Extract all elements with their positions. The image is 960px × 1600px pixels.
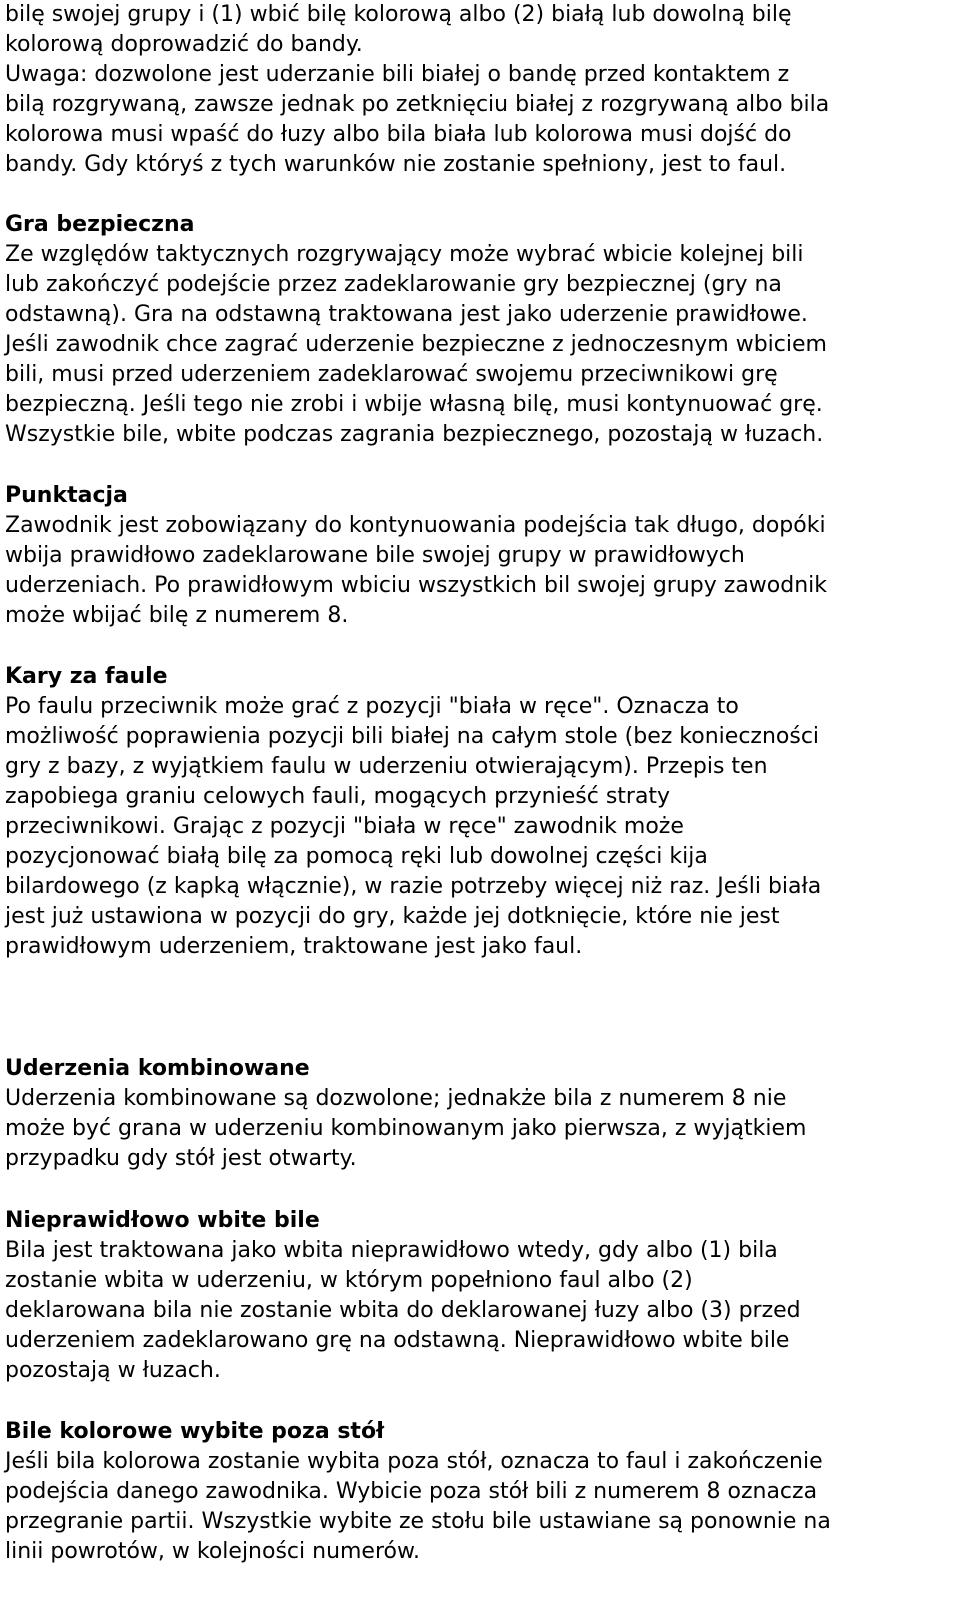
- text-line: kolorowa musi wpaść do łuzy albo bila biała lub kolorowa musi dojść do: [5, 122, 792, 147]
- section-heading: Uderzenia kombinowane: [5, 1056, 310, 1081]
- text-line: podejścia danego zawodnika. Wybicie poza stół bili z numerem 8 oznacza: [5, 1479, 818, 1504]
- text-line: Po faulu przeciwnik może grać z pozycji "biała w ręce". Oznacza to: [5, 694, 739, 719]
- text-line: Uwaga: dozwolone jest uderzanie bili białej o bandę przed kontaktem z: [5, 62, 790, 87]
- text-line: odstawną). Gra na odstawną traktowana jest jako uderzenie prawidłowe.: [5, 302, 808, 327]
- text-line: bilą rozgrywaną, zawsze jednak po zetknięciu białej z rozgrywaną albo bila: [5, 92, 830, 117]
- text-line: Ze względów taktycznych rozgrywający może wybrać wbicie kolejnej bili: [5, 242, 804, 267]
- text-line: bilę swojej grupy i (1) wbić bilę kolorową albo (2) białą lub dowolną bilę: [5, 2, 792, 27]
- text-line: Bila jest traktowana jako wbita nieprawidłowo wtedy, gdy albo (1) bila: [5, 1238, 778, 1263]
- text-line: Jeśli bila kolorowa zostanie wybita poza stół, oznacza to faul i zakończenie: [5, 1449, 823, 1474]
- text-line: uderzeniach. Po prawidłowym wbiciu wszystkich bil swojej grupy zawodnik: [5, 573, 828, 598]
- text-line: pozostają w łuzach.: [5, 1358, 221, 1383]
- text-line: jest już ustawiona w pozycji do gry, każde jej dotknięcie, które nie jest: [5, 904, 780, 929]
- text-line: zapobiega graniu celowych fauli, mogących przynieść straty: [5, 784, 671, 809]
- text-line: linii powrotów, w kolejności numerów.: [5, 1539, 420, 1564]
- text-line: bili, musi przed uderzeniem zadeklarować swojemu przeciwnikowi grę: [5, 362, 778, 387]
- text-line: prawidłowym uderzeniem, traktowane jest jako faul.: [5, 934, 583, 959]
- text-line: wbija prawidłowo zadeklarowane bile swojej grupy w prawidłowych: [5, 543, 745, 568]
- section-heading: Kary za faule: [5, 664, 168, 689]
- text-line: deklarowana bila nie zostanie wbita do deklarowanej łuzy albo (3) przed: [5, 1298, 801, 1323]
- text-line: bilardowego (z kapką włącznie), w razie potrzeby więcej niż raz. Jeśli biała: [5, 874, 822, 899]
- text-line: gry z bazy, z wyjątkiem faulu w uderzeniu otwierającym). Przepis ten: [5, 754, 768, 779]
- text-line: Zawodnik jest zobowiązany do kontynuowania podejścia tak długo, dopóki: [5, 513, 826, 538]
- text-line: pozycjonować białą bilę za pomocą ręki lub dowolnej części kija: [5, 844, 708, 869]
- text-line: Jeśli zawodnik chce zagrać uderzenie bezpieczne z jednoczesnym wbiciem: [5, 332, 827, 357]
- text-line: przypadku gdy stół jest otwarty.: [5, 1146, 357, 1171]
- text-line: bezpieczną. Jeśli tego nie zrobi i wbije własną bilę, musi kontynuować grę.: [5, 392, 823, 417]
- text-line: kolorową doprowadzić do bandy.: [5, 32, 363, 57]
- text-line: możliwość poprawienia pozycji bili białej na całym stole (bez konieczności: [5, 724, 820, 749]
- text-line: może wbijać bilę z numerem 8.: [5, 603, 349, 628]
- text-line: może być grana w uderzeniu kombinowanym jako pierwsza, z wyjątkiem: [5, 1116, 807, 1141]
- section-heading: Punktacja: [5, 483, 128, 508]
- section-heading: Gra bezpieczna: [5, 212, 195, 237]
- text-line: przeciwnikowi. Grając z pozycji "biała w ręce" zawodnik może: [5, 814, 684, 839]
- text-line: lub zakończyć podejście przez zadeklarowanie gry bezpiecznej (gry na: [5, 272, 782, 297]
- section-heading: Nieprawidłowo wbite bile: [5, 1208, 320, 1233]
- section-heading: Bile kolorowe wybite poza stół: [5, 1419, 385, 1444]
- text-line: Wszystkie bile, wbite podczas zagrania bezpiecznego, pozostają w łuzach.: [5, 422, 824, 447]
- text-line: uderzeniem zadeklarowano grę na odstawną. Nieprawidłowo wbite bile: [5, 1328, 790, 1353]
- text-line: bandy. Gdy któryś z tych warunków nie zostanie spełniony, jest to faul.: [5, 152, 787, 177]
- text-line: przegranie partii. Wszystkie wybite ze stołu bile ustawiane są ponownie na: [5, 1509, 831, 1534]
- text-line: Uderzenia kombinowane są dozwolone; jednakże bila z numerem 8 nie: [5, 1086, 787, 1111]
- text-line: zostanie wbita w uderzeniu, w którym popełniono faul albo (2): [5, 1268, 693, 1293]
